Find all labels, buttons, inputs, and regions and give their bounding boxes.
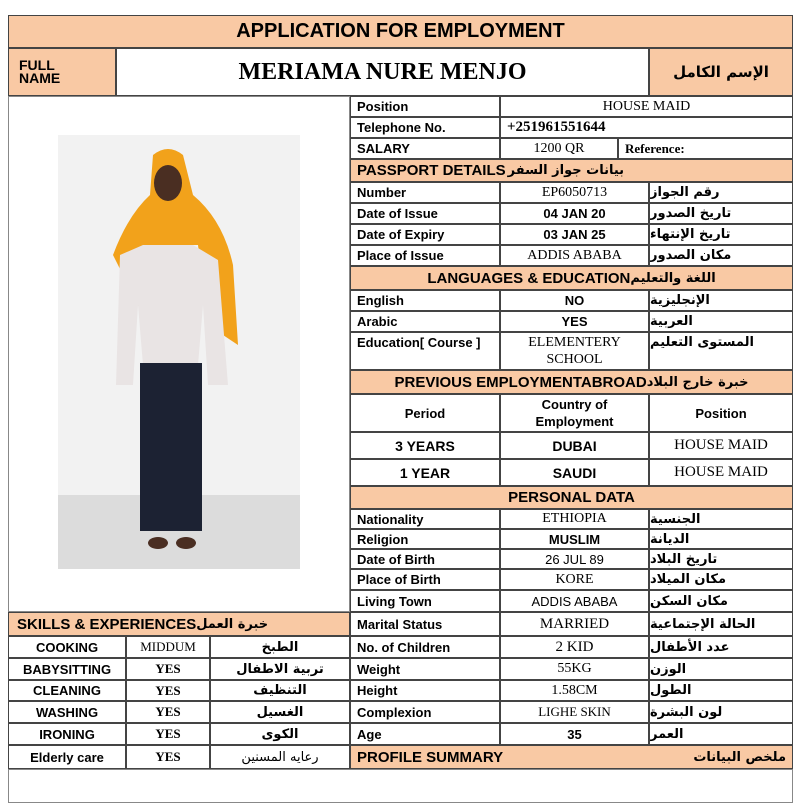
skill-name-ar: الكوى xyxy=(210,723,350,745)
passport-number-label: Number xyxy=(350,182,500,203)
skill-name-ar: الطبخ xyxy=(210,636,350,658)
place-of-birth-value: KORE xyxy=(500,569,649,590)
place-of-birth-label-ar: مكان الميلاد xyxy=(649,569,793,590)
marital-status-label-ar: الحالة الإجتماعية xyxy=(649,612,793,636)
position-value: HOUSE MAID xyxy=(500,96,793,117)
salary-label: SALARY xyxy=(350,138,500,159)
profile-summary-header: PROFILE SUMMARY ملخص البيانات xyxy=(350,745,793,769)
complexion-value: LIGHE SKIN xyxy=(500,701,649,723)
marital-status-label: Marital Status xyxy=(350,612,500,636)
height-label: Height xyxy=(350,680,500,701)
date-of-birth-label-ar: تاريخ البلاد xyxy=(649,549,793,569)
skill-value: YES xyxy=(126,723,210,745)
age-value: 35 xyxy=(500,723,649,745)
weight-label: Weight xyxy=(350,658,500,680)
complexion-label-ar: لون البشرة xyxy=(649,701,793,723)
date-of-issue-label-ar: تاريخ الصدور xyxy=(649,203,793,224)
skill-name: CLEANING xyxy=(8,680,126,701)
english-value: NO xyxy=(500,290,649,311)
employment-row-country: DUBAI xyxy=(500,432,649,459)
height-value: 1.58CM xyxy=(500,680,649,701)
skill-name: IRONING xyxy=(8,723,126,745)
arabic-value: YES xyxy=(500,311,649,332)
nationality-value: ETHIOPIA xyxy=(500,509,649,529)
religion-label-ar: الديانة xyxy=(649,529,793,549)
religion-value: MUSLIM xyxy=(500,529,649,549)
arabic-label: Arabic xyxy=(350,311,500,332)
skill-value: MIDDUM xyxy=(126,636,210,658)
english-label-ar: الإنجليزية xyxy=(649,290,793,311)
skill-name-ar: الغسيل xyxy=(210,701,350,723)
skill-name: COOKING xyxy=(8,636,126,658)
weight-label-ar: الوزن xyxy=(649,658,793,680)
living-town-label-ar: مكان السكن xyxy=(649,590,793,612)
passport-header: PASSPORT DETAILS بيانات جواز السفر xyxy=(350,159,793,182)
age-label-ar: العمر xyxy=(649,723,793,745)
english-label: English xyxy=(350,290,500,311)
skills-header: SKILLS & EXPERIENCES خبرة العمل xyxy=(8,612,350,636)
date-of-expiry-value: 03 JAN 25 xyxy=(500,224,649,245)
place-of-birth-label: Place of Birth xyxy=(350,569,500,590)
employment-row-position: HOUSE MAID xyxy=(649,432,793,459)
date-of-issue-value: 04 JAN 20 xyxy=(500,203,649,224)
date-of-birth-label: Date of Birth xyxy=(350,549,500,569)
skill-name: WASHING xyxy=(8,701,126,723)
nationality-label: Nationality xyxy=(350,509,500,529)
date-of-expiry-label: Date of Expiry xyxy=(350,224,500,245)
living-town-value: ADDIS ABABA xyxy=(500,590,649,612)
date-of-expiry-label-ar: تاريخ الإنتهاء xyxy=(649,224,793,245)
personal-data-header: PERSONAL DATA xyxy=(350,486,793,509)
complexion-label: Complexion xyxy=(350,701,500,723)
height-label-ar: الطول xyxy=(649,680,793,701)
skill-name: Elderly care xyxy=(8,745,126,769)
date-of-issue-label: Date of Issue xyxy=(350,203,500,224)
arabic-label-ar: العربية xyxy=(649,311,793,332)
children-label: No. of Children xyxy=(350,636,500,658)
children-label-ar: عدد الأطفال xyxy=(649,636,793,658)
profile-summary-area xyxy=(8,769,793,803)
employment-row-period: 1 YEAR xyxy=(350,459,500,486)
period-column-header: Period xyxy=(350,394,500,432)
form-title: APPLICATION FOR EMPLOYMENT xyxy=(8,15,793,48)
living-town-label: Living Town xyxy=(350,590,500,612)
marital-status-value: MARRIED xyxy=(500,612,649,636)
skill-value: YES xyxy=(126,745,210,769)
employment-row-country: SAUDI xyxy=(500,459,649,486)
skill-name-ar: رعايه المسنين xyxy=(210,745,350,769)
place-of-issue-label-ar: مكان الصدور xyxy=(649,245,793,266)
date-of-birth-value: 26 JUL 89 xyxy=(500,549,649,569)
education-label: Education[ Course ] xyxy=(350,332,500,370)
position-column-header: Position xyxy=(649,394,793,432)
education-label-ar: المستوى التعليم xyxy=(649,332,793,370)
children-value: 2 KID xyxy=(500,636,649,658)
skill-name-ar: التنظيف xyxy=(210,680,350,701)
nationality-label-ar: الجنسية xyxy=(649,509,793,529)
weight-value: 55KG xyxy=(500,658,649,680)
skill-value: YES xyxy=(126,680,210,701)
passport-number-value: EP6050713 xyxy=(500,182,649,203)
place-of-issue-value: ADDIS ABABA xyxy=(500,245,649,266)
education-value: ELEMENTERY SCHOOL xyxy=(500,332,649,370)
telephone-value: +251961551644 xyxy=(500,117,793,138)
skill-name: BABYSITTING xyxy=(8,658,126,680)
skill-name-ar: تربية الاطفال xyxy=(210,658,350,680)
full-name-label-ar: الإسم الكامل xyxy=(649,48,793,96)
applicant-photo xyxy=(58,135,300,569)
telephone-label: Telephone No. xyxy=(350,117,500,138)
position-label: Position xyxy=(350,96,500,117)
full-name-value: MERIAMA NURE MENJO xyxy=(116,48,649,96)
reference-label: Reference: xyxy=(618,138,793,159)
age-label: Age xyxy=(350,723,500,745)
country-column-header: Country of Employment xyxy=(500,394,649,432)
languages-header: LANGUAGES & EDUCATION اللغة والتعليم xyxy=(350,266,793,290)
passport-number-label-ar: رقم الجواز xyxy=(649,182,793,203)
employment-row-position: HOUSE MAID xyxy=(649,459,793,486)
employment-row-period: 3 YEARS xyxy=(350,432,500,459)
previous-employment-header: PREVIOUS EMPLOYMENTABROAD خبرة خارج البلاد xyxy=(350,370,793,394)
full-name-label: FULL NAME xyxy=(8,48,116,96)
skill-value: YES xyxy=(126,701,210,723)
religion-label: Religion xyxy=(350,529,500,549)
skill-value: YES xyxy=(126,658,210,680)
place-of-issue-label: Place of Issue xyxy=(350,245,500,266)
salary-value: 1200 QR xyxy=(500,138,618,159)
